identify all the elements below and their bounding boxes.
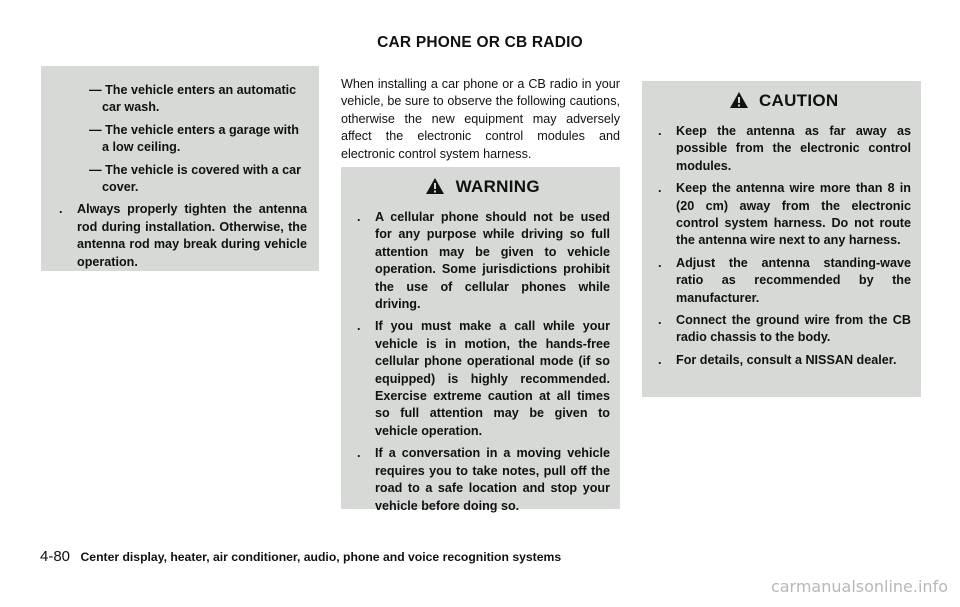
dash-item: — The vehicle enters a garage with a low ceiling. <box>89 122 299 155</box>
caution-item-text: Adjust the antenna standing-wave ratio as recommended by the manufacturer. <box>676 255 911 305</box>
warning-heading-text: WARNING <box>455 177 540 196</box>
warning-item <box>355 445 610 515</box>
continued-caution-box <box>41 66 319 271</box>
page-number: 4-80 <box>40 548 71 565</box>
bullet-text: Always properly tighten the antenna rod during installation. Otherwise, the antenna rod may break during vehicle operation. <box>77 202 307 269</box>
bullet-dot: . <box>357 319 361 334</box>
warning-box <box>341 167 620 513</box>
caution-item <box>656 352 911 369</box>
bullet-dot: . <box>59 202 63 217</box>
warning-item-text: If you must make a call while your vehicle is in motion, the hands-free cellular phone operational mode (if so equipped) is highly recommended. Exercise extreme caution at all times so full attention may be given to vehicle operation. <box>375 319 610 438</box>
caution-item <box>656 255 911 307</box>
warning-item <box>355 318 610 440</box>
page-title: CAR PHONE OR CB RADIO <box>377 34 583 51</box>
dash-item: — The vehicle enters an automatic car wash. <box>89 83 297 115</box>
watermark: carmanualsonline.info <box>770 577 948 596</box>
caution-item-text: Keep the antenna wire more than 8 in (20 cm) away from the electronic control system harness. Do not route the antenna wire next to any harness. <box>676 181 911 248</box>
caution-heading <box>656 91 911 111</box>
caution-heading-text: CAUTION <box>758 91 839 110</box>
caution-item <box>656 180 911 250</box>
caution-item-text: For details, consult a NISSAN dealer. <box>676 352 897 367</box>
caution-item <box>656 312 911 347</box>
bullet-dot: . <box>357 210 361 224</box>
bullet-dot: . <box>357 446 361 461</box>
caution-item-text: Keep the antenna as far away as possible from the electronic control modules. <box>676 124 911 173</box>
caution-item-text: Connect the ground wire from the CB radio chassis to the body. <box>676 313 911 345</box>
warning-triangle-icon <box>425 177 445 195</box>
bullet-dot: . <box>658 313 662 328</box>
warning-item <box>355 209 610 313</box>
section-title: Center display, heater, air conditioner, audio, phone and voice recognition systems <box>80 550 562 564</box>
bullet-item <box>57 201 307 271</box>
dash-item: — The vehicle is covered with a car cover. <box>89 162 302 195</box>
caution-item <box>656 123 911 175</box>
page-footer <box>40 548 561 566</box>
warning-heading <box>355 177 610 197</box>
bullet-dot: . <box>658 255 662 270</box>
warning-triangle-icon <box>729 91 749 109</box>
warning-item-text: If a conversation in a moving vehicle requires you to take notes, pull off the road to a safe location and stop your vehicle before doing so. <box>375 446 610 513</box>
caution-box <box>642 81 921 397</box>
bullet-dot: . <box>658 181 662 196</box>
bullet-dot: . <box>658 124 662 138</box>
warning-item-text: A cellular phone should not be used for any purpose while driving so full attention may be given to vehicle operation. Some jurisdictions prohibit the use of cellular phones while driving. <box>375 210 610 312</box>
intro-paragraph: When installing a car phone or a CB radio in your vehicle, be sure to observe the following cautions, otherwise the new equipment may adversely affect the electronic control modules and electronic control system harness. <box>341 77 620 161</box>
bullet-dot: . <box>658 352 662 367</box>
